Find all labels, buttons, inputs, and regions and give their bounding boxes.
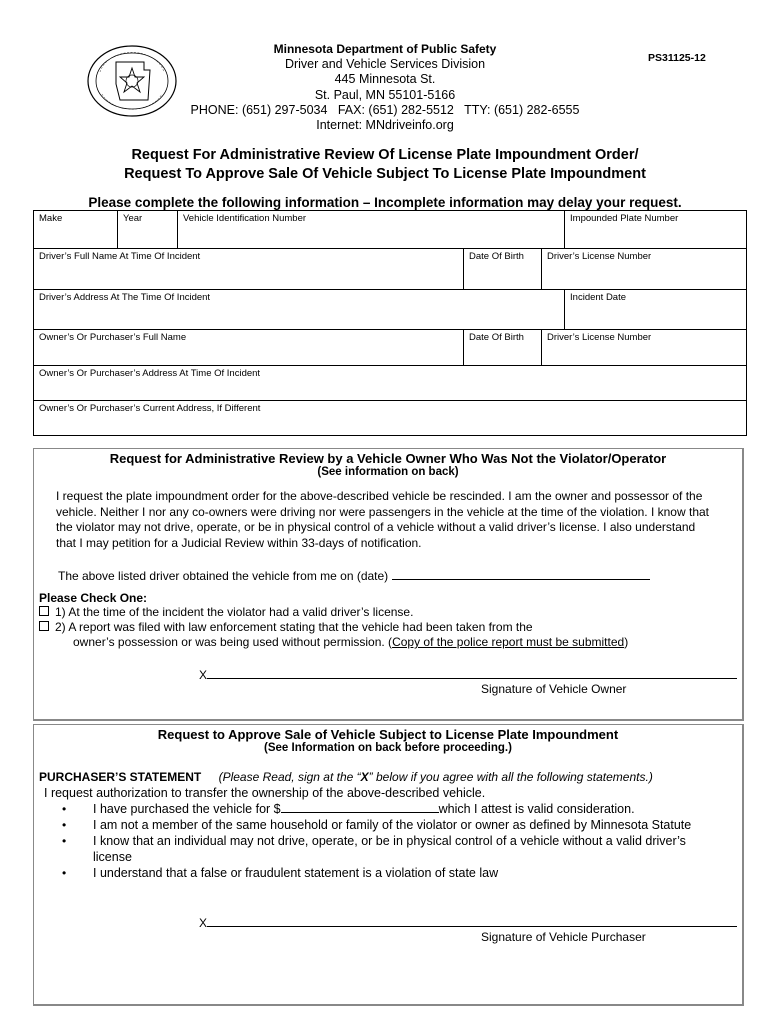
driver-name-label: Driver’s Full Name At Time Of Incident (39, 251, 201, 262)
check-one-heading: Please Check One: (39, 591, 148, 605)
vin-field[interactable] (178, 211, 565, 249)
year-label: Year (123, 213, 143, 224)
fraud-statement: • I understand that a false or fraudulent statement is a violation of state law (34, 865, 724, 881)
driver-license-label: Driver’s License Number (547, 251, 652, 262)
agency-name: Minnesota Department of Public Safety (273, 42, 497, 56)
obtained-date-input[interactable] (392, 567, 650, 580)
form-title (40, 146, 730, 184)
purchaser-statements-list (34, 801, 724, 881)
driver-dob-label: Date Of Birth (469, 251, 524, 262)
form-title-line2: Request To Approve Sale Of Vehicle Subject To License Plate Impoundment (124, 166, 646, 182)
website: Internet: MNdriveinfo.org (316, 118, 454, 133)
owner-current-address-field[interactable] (34, 401, 747, 436)
statement-note-pre: (Please Read, sign at the “ (218, 770, 361, 784)
purchaser-statement-note (219, 770, 653, 784)
driver-address-field[interactable] (34, 290, 565, 330)
purchaser-signature-x: X (199, 916, 208, 930)
make-label: Make (39, 213, 63, 224)
instruction-text: Please complete the following information – Incomplete information may delay your request. (88, 195, 682, 210)
contact-numbers: PHONE: (651) 297-5034 FAX: (651) 282-5512 TTY: (651) 282-6555 (190, 102, 580, 117)
owner-dob-label: Date Of Birth (469, 332, 524, 343)
incident-date-label: Incident Date (570, 292, 627, 303)
option-valid-license (39, 605, 729, 620)
driver-license-field[interactable] (542, 249, 747, 290)
statement-note-x: X (360, 770, 369, 784)
police-report-requirement: Copy of the police report must be submitted (392, 635, 625, 649)
sale-approval-section (33, 724, 744, 1006)
vehicle-obtained-row (58, 567, 718, 585)
owner-current-address-label: Owner’s Or Purchaser’s Current Address, If Different (39, 403, 261, 414)
state-seal-logo (86, 44, 178, 118)
purchaser-signature-row (199, 915, 737, 930)
owner-dob-field[interactable] (464, 330, 542, 366)
impounded-plate-label: Impounded Plate Number (570, 213, 679, 224)
make-field[interactable] (34, 211, 118, 249)
option-police-report-label: 2) A report was filed with law enforcement stating that the vehicle had been taken from the (55, 620, 533, 634)
owner-license-label: Driver’s License Number (547, 332, 652, 343)
division-name: Driver and Vehicle Services Division (284, 57, 486, 72)
valid-license-statement: • I know that an individual may not drive, operate, or be in physical control of a vehicle without a valid driver’s license (34, 833, 724, 865)
owner-name-label: Owner’s Or Purchaser’s Full Name (39, 332, 187, 343)
street-address: 445 Minnesota St. (334, 72, 436, 87)
valid-license-checkbox[interactable] (39, 606, 49, 616)
sale-approval-subtitle: (See Information on back before proceeding.) (264, 742, 512, 754)
police-report-checkbox[interactable] (39, 621, 49, 631)
purchaser-statement-label: PURCHASER’S STATEMENT (39, 770, 202, 784)
vehicle-obtained-label: The above listed driver obtained the vehicle from me on (date) (58, 569, 389, 583)
owner-address-label: Owner’s Or Purchaser’s Address At Time Of Incident (39, 368, 261, 379)
option-police-report-continued (39, 635, 729, 650)
purchaser-statement-heading (39, 770, 739, 784)
option-police-report-suffix: ) (624, 635, 629, 649)
driver-dob-field[interactable] (464, 249, 542, 290)
owner-signature-label: Signature of Vehicle Owner (481, 682, 627, 696)
owner-review-subtitle: (See information on back) (317, 466, 459, 478)
transfer-request-line: I request authorization to transfer the ownership of the above-described vehicle. (44, 786, 486, 800)
option-valid-license-label: 1) At the time of the incident the violator had a valid driver’s license. (55, 605, 414, 619)
year-field[interactable] (118, 211, 178, 249)
driver-name-field[interactable] (34, 249, 464, 290)
purchase-price-post: which I attest is valid consideration. (438, 802, 635, 816)
owner-name-field[interactable] (34, 330, 464, 366)
purchaser-signature-input[interactable] (207, 915, 737, 927)
not-household-statement: • I am not a member of the same household or family of the violator or owner as defined by Minnesota Statute (34, 817, 724, 833)
owner-signature-input[interactable] (207, 667, 737, 679)
owner-address-field[interactable] (34, 366, 747, 401)
owner-review-section (33, 448, 744, 721)
incident-date-field[interactable] (565, 290, 747, 330)
vin-label: Vehicle Identification Number (183, 213, 307, 224)
owner-review-title: Request for Administrative Review by a Vehicle Owner Who Was Not the Violator/Operator (109, 451, 667, 466)
owner-signature-row (199, 667, 737, 682)
form-title-line1: Request For Administrative Review Of License Plate Impoundment Order/ (131, 147, 639, 163)
purchase-price-statement (34, 801, 724, 817)
option-police-report-prefix: owner’s possession or was being used without permission. ( (73, 635, 393, 649)
form-number: PS31125-12 (648, 52, 706, 64)
statement-note-post: ” below if you agree with all the following statements.) (368, 770, 653, 784)
vehicle-info-table (33, 210, 747, 436)
sale-approval-title: Request to Approve Sale of Vehicle Subject to License Plate Impoundment (157, 727, 619, 742)
agency-header (180, 42, 590, 133)
purchase-price-input[interactable] (281, 801, 439, 813)
owner-license-field[interactable] (542, 330, 747, 366)
owner-signature-x: X (199, 668, 208, 682)
city-address: St. Paul, MN 55101-5166 (314, 87, 456, 102)
driver-address-label: Driver’s Address At The Time Of Incident (39, 292, 211, 303)
option-police-report (39, 620, 729, 635)
check-options (39, 591, 729, 650)
purchase-price-pre: I have purchased the vehicle for $ (93, 802, 281, 816)
owner-review-statement: I request the plate impoundment order for the above-described vehicle be rescinded. I am the owner and possessor of the vehicle. Neither I nor any co-owners were driving nor were passengers in the vehicle at the time of the violation. I know that the violator may not drive, operate, or be in physical control of a vehicle without a valid driver’s license. I also understand that I may petition for a Judicial Review within 33-days of notification. (56, 489, 709, 550)
purchaser-signature-label: Signature of Vehicle Purchaser (481, 930, 646, 944)
impounded-plate-field[interactable] (565, 211, 747, 249)
